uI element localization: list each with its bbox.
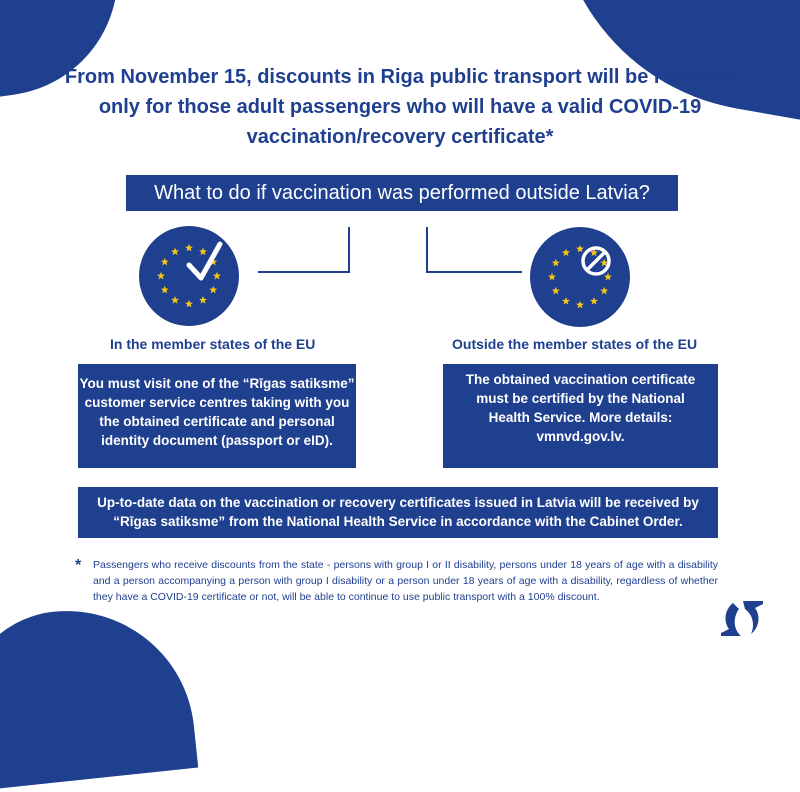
eu-instructions-box — [78, 364, 356, 468]
connector-line-left — [258, 227, 350, 273]
checkmark-icon — [139, 226, 239, 326]
eu-instructions-line: identity document (passport or eID). — [101, 433, 333, 448]
connector-line-right — [426, 227, 522, 273]
left-column-heading: In the member states of the EU — [110, 336, 316, 352]
right-column-heading: Outside the member states of the EU — [452, 336, 698, 352]
data-exchange-notice: Up-to-date data on the vaccination or recovery certificates issued in Latvia will be received by “Rīgas satiksme” from the National Health Service in accordance with the Cabinet Order. — [78, 487, 718, 538]
eu-instructions-line: the obtained certificate and personal — [99, 414, 335, 429]
footnote-marker: * — [75, 557, 82, 574]
question-banner: What to do if vaccination was performed outside Latvia? — [126, 175, 678, 211]
non-eu-instructions-box: The obtained vaccination certificate must be certified by the National Health Service. More details: vmnvd.gov.lv. — [443, 364, 718, 468]
rigas-satiksme-logo — [719, 599, 765, 637]
headline: From November 15, discounts in Riga public transport will be renewed only for those adult passengers who will have a valid COVID-19 vaccination/recovery certificate* — [64, 66, 736, 148]
eu-instructions-line: You must visit one of the “Rīgas satiksme” — [79, 376, 355, 391]
eu-stars-checkmark-icon — [139, 226, 239, 326]
footnote-text: Passengers who receive discounts from the state - persons with group I or II disability, persons under 18 years of age with a disability and a person accompanying a person with group I disability or a person under 18 years of age with a disability, regardless of whether they have a COVID-19 certificate or not, will be able to continue to use public transport with a 100% discount. — [93, 559, 718, 603]
eu-stars-prohibited-icon — [530, 227, 630, 327]
prohibited-icon — [530, 227, 630, 327]
eu-instructions-line: customer service centres taking with you — [84, 395, 350, 410]
decorative-blob-bottom-left — [0, 598, 198, 791]
